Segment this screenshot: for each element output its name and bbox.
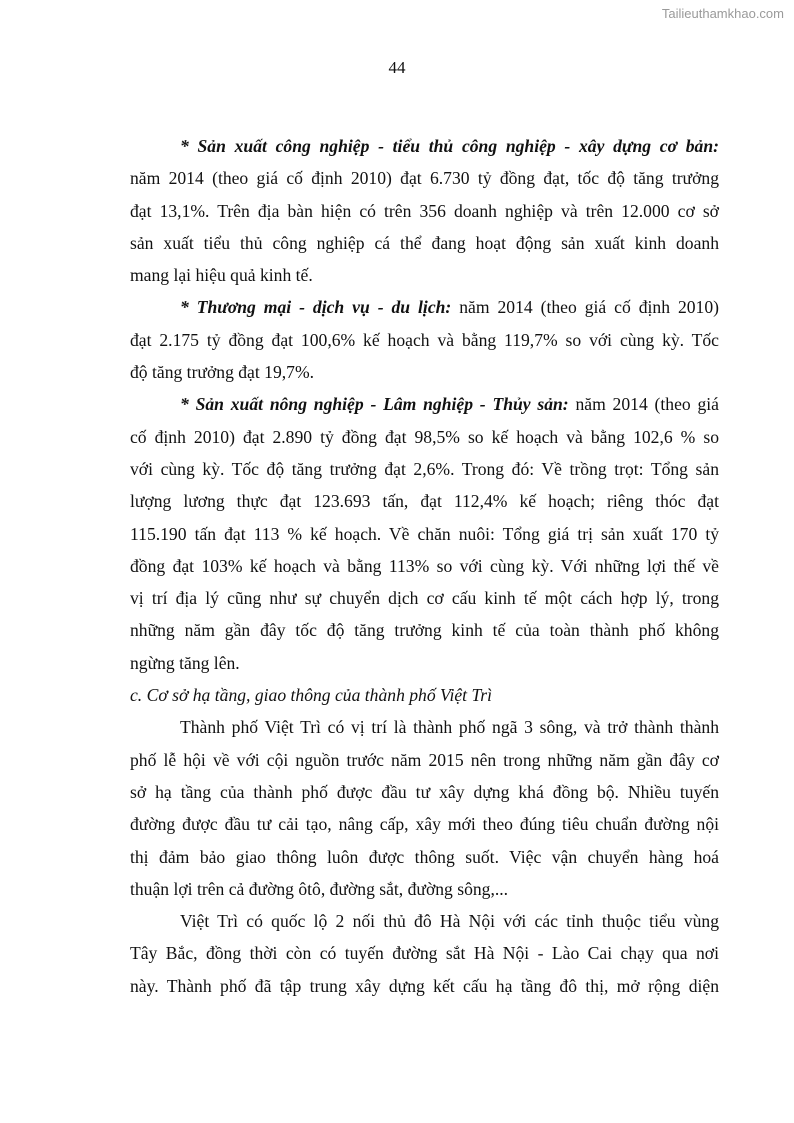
trade-heading: * Thương mại - dịch vụ - du lịch: [180,297,452,318]
agriculture-heading-rest: năm 2014 (theo giá [568,394,719,415]
text-line: ngừng tăng lên. [130,652,240,673]
text-line: thị đảm bảo giao thông luôn được thông suốt. Việc vận chuyển hàng hoá [130,846,719,867]
document-body [130,130,719,1002]
agriculture-heading: * Sản xuất nông nghiệp - Lâm nghiệp - Thủy sản: [180,394,569,415]
text-line: những năm gần đây tốc độ tăng trưởng kinh tế của toàn thành phố không [130,620,719,641]
text-line: độ tăng trưởng đạt 19,7%. [130,362,314,383]
text-line: Việt Trì có quốc lộ 2 nối thủ đô Hà Nội với các tỉnh thuộc tiểu vùng [180,911,719,932]
text-line: đồng đạt 103% kế hoạch và bằng 113% so với cùng kỳ. Với những lợi thế về [130,555,719,576]
text-line: này. Thành phố đã tập trung xây dựng kết cấu hạ tầng đô thị, mở rộng diện [130,975,719,996]
text-line: đạt 13,1%. Trên địa bàn hiện có trên 356 doanh nghiệp và trên 12.000 cơ sở [130,200,719,221]
agriculture-heading-line [130,388,719,420]
text-line: vị trí địa lý cũng như sự chuyển dịch cơ cấu kinh tế một cách hợp lý, trong [130,588,719,609]
text-line: sở hạ tầng của thành phố được đầu tư xây dựng khá đồng bộ. Nhiều tuyến [130,781,719,802]
section-trade [130,291,719,388]
text-line: lượng lương thực đạt 123.693 tấn, đạt 112,4% kế hoạch; riêng thóc đạt [130,491,719,512]
section-infrastructure [130,679,719,1002]
text-line: với cùng kỳ. Tốc độ tăng trưởng đạt 2,6%. Trong đó: Về trồng trọt: Tổng sản [130,458,719,479]
text-line: đường được đầu tư cải tạo, nâng cấp, xây mới theo đúng tiêu chuẩn đường nội [130,814,719,835]
section-agriculture [130,388,719,679]
text-line: sản xuất tiểu thủ công nghiệp cá thể đang hoạt động sản xuất kinh doanh [130,232,719,253]
trade-heading-rest: năm 2014 (theo giá cố định 2010) [451,297,719,318]
trade-heading-line [130,291,719,323]
page-number: 44 [388,58,406,77]
text-line: mang lại hiệu quả kinh tế. [130,265,313,286]
section-industry [130,130,719,291]
watermark: Tailieuthamkhao.com [661,6,784,21]
text-line: cố định 2010) đạt 2.890 tỷ đồng đạt 98,5% so kế hoạch và bằng 102,6 % so [130,426,719,447]
text-line: 115.190 tấn đạt 113 % kế hoạch. Về chăn nuôi: Tổng giá trị sản xuất 170 tỷ [130,523,719,544]
text-line: Thành phố Việt Trì có vị trí là thành phố ngã 3 sông, và trở thành thành [180,717,719,738]
text-line: năm 2014 (theo giá cố định 2010) đạt 6.730 tỷ đồng đạt, tốc độ tăng trưởng [130,168,719,189]
text-line: đạt 2.175 tỷ đồng đạt 100,6% kế hoạch và bằng 119,7% so với cùng kỳ. Tốc [130,329,719,350]
text-line: phố lễ hội về với cội nguồn trước năm 2015 nên trong những năm gần đây cơ [130,749,719,770]
text-line: Tây Bắc, đồng thời còn có tuyến đường sắt Hà Nội - Lào Cai chạy qua nơi [130,943,719,964]
text-line: thuận lợi trên cả đường ôtô, đường sắt, đường sông,... [130,878,509,899]
industry-heading: * Sản xuất công nghiệp - tiểu thủ công nghiệp - xây dựng cơ bản: [180,136,719,156]
infrastructure-heading: c. Cơ sở hạ tầng, giao thông của thành phố Việt Trì [130,685,493,706]
